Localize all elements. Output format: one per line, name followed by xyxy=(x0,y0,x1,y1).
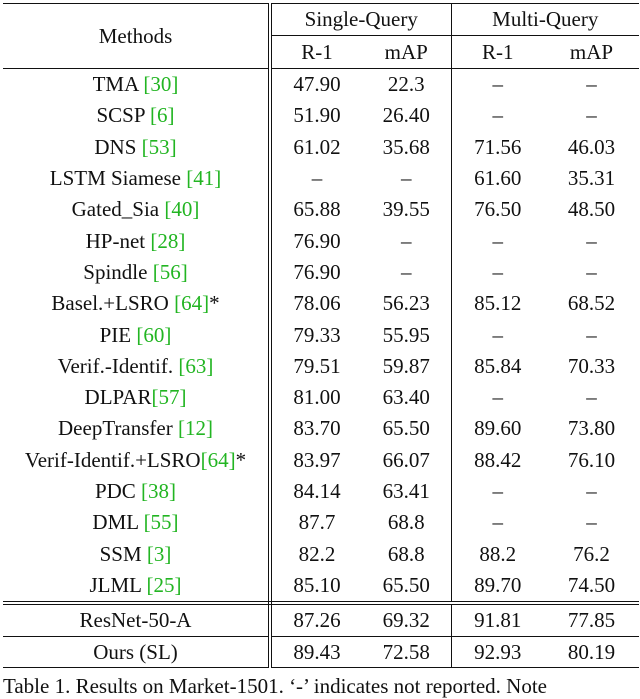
method-name: Spindle xyxy=(83,259,153,284)
resnet-sq-map-cell: 69.32 xyxy=(362,603,451,637)
table-row xyxy=(3,257,639,288)
table-row xyxy=(3,163,639,194)
method-name: HP-net xyxy=(85,228,151,253)
method-name: Verif.-Identif. xyxy=(57,353,179,378)
sq-map-cell: – xyxy=(362,257,451,288)
method-name: DNS xyxy=(94,134,142,159)
method-name-cell xyxy=(3,163,270,194)
mq-r1-cell: 89.70 xyxy=(451,570,544,603)
method-name: SSM xyxy=(99,541,147,566)
method-name: TMA xyxy=(92,72,144,97)
table-row xyxy=(3,69,639,101)
sq-map-cell: 22.3 xyxy=(362,69,451,101)
citation-link[interactable]: [3] xyxy=(146,541,172,566)
table-row xyxy=(3,194,639,225)
mq-map-cell: 35.31 xyxy=(567,166,616,191)
citation-link[interactable]: [25] xyxy=(146,572,182,597)
results-table xyxy=(3,3,639,668)
method-name: PDC xyxy=(94,479,142,503)
mq-map-cell: – xyxy=(586,103,597,128)
citation-link[interactable]: [64] xyxy=(174,291,210,316)
table-row xyxy=(3,382,639,413)
method-name: PIE xyxy=(99,322,137,347)
method-name-cell xyxy=(3,351,270,382)
mq-map-cell: 76.10 xyxy=(567,447,616,472)
mq-map-cell: 46.03 xyxy=(567,134,616,159)
mq-r1-cell: 85.84 xyxy=(474,353,522,378)
ours-sq-map-cell: 72.58 xyxy=(362,637,451,668)
header-row-1 xyxy=(3,4,639,36)
resnet-row xyxy=(3,603,639,637)
method-name-cell xyxy=(3,225,270,256)
citation-link[interactable]: [64] xyxy=(200,447,236,472)
method-name-cell xyxy=(3,257,270,288)
table-row xyxy=(3,445,639,476)
citation-link[interactable]: [38] xyxy=(141,479,177,503)
table-row xyxy=(3,351,639,382)
mq-map-cell: 73.80 xyxy=(567,416,616,441)
sq-r1-cell: 76.90 xyxy=(293,259,341,284)
citation-link[interactable]: [6] xyxy=(150,103,175,128)
sq-map-cell: 63.41 xyxy=(362,476,451,507)
sq-map-cell: 59.87 xyxy=(362,351,451,382)
sq-r1-cell: – xyxy=(311,166,323,191)
sq-r1-cell: 83.97 xyxy=(293,447,341,472)
sq-r1-cell: 84.14 xyxy=(293,479,341,503)
sq-map-header: mAP xyxy=(362,36,451,69)
mq-map-cell: 76.2 xyxy=(573,541,610,566)
mq-r1-cell: – xyxy=(492,510,503,535)
ours-sq-r1-cell: 89.43 xyxy=(270,637,362,668)
sq-map-cell: 65.50 xyxy=(362,570,451,603)
method-name: Verif-Identif.+LSRO xyxy=(24,447,201,472)
mq-map-cell: – xyxy=(586,259,597,284)
mq-map-cell: – xyxy=(586,385,597,410)
sq-map-cell: 26.40 xyxy=(362,100,451,131)
method-name-cell xyxy=(3,100,270,131)
mq-map-cell: 74.50 xyxy=(544,570,639,603)
citation-link[interactable]: [40] xyxy=(164,197,200,222)
resnet-sq-r1-cell: 87.26 xyxy=(270,603,362,637)
table-row xyxy=(3,507,639,538)
resnet-mq-r1-cell: 91.81 xyxy=(451,603,544,637)
mq-r1-cell: 61.60 xyxy=(474,166,522,191)
method-name: SCSP xyxy=(96,103,150,128)
sq-map-cell: 63.40 xyxy=(362,382,451,413)
table-caption: Table 1. Results on Market-1501. ‘-’ indicates not reported. Note xyxy=(3,674,547,698)
sq-r1-cell: 61.02 xyxy=(293,134,341,159)
mq-r1-cell: 88.2 xyxy=(479,541,517,566)
results-body xyxy=(3,69,639,668)
method-name-cell xyxy=(3,413,270,444)
sq-r1-cell: 83.70 xyxy=(293,416,341,441)
sq-r1-cell: 47.90 xyxy=(293,72,341,97)
mq-map-cell: – xyxy=(586,322,597,347)
sq-r1-cell: 81.00 xyxy=(293,385,341,410)
mq-r1-cell: 71.56 xyxy=(474,134,522,159)
method-name: LSTM Siamese xyxy=(49,166,187,191)
citation-link[interactable]: [56] xyxy=(152,259,188,284)
multi-query-header: Multi-Query xyxy=(451,4,639,36)
method-name-cell xyxy=(3,538,270,569)
mq-r1-cell: 88.42 xyxy=(474,447,522,472)
sq-r1-cell: 76.90 xyxy=(293,228,341,253)
citation-link[interactable]: [60] xyxy=(136,322,172,347)
method-name-cell xyxy=(3,319,270,350)
method-name: DML xyxy=(92,510,144,535)
method-name-cell xyxy=(3,570,270,603)
table-row xyxy=(3,476,639,507)
method-name-cell xyxy=(3,445,270,476)
mq-map-cell: – xyxy=(586,72,597,97)
citation-link[interactable]: [63] xyxy=(178,353,214,378)
method-name-cell xyxy=(3,69,270,101)
sq-map-cell: 66.07 xyxy=(362,445,451,476)
method-name-cell xyxy=(3,382,270,413)
method-suffix: * xyxy=(235,447,247,472)
sq-map-cell: – xyxy=(362,163,451,194)
mq-r1-cell: – xyxy=(492,322,503,347)
citation-link[interactable]: [57] xyxy=(151,385,187,410)
sq-r1-cell: 82.2 xyxy=(298,541,336,566)
table-row xyxy=(3,319,639,350)
mq-r1-cell: – xyxy=(492,72,503,97)
table-row xyxy=(3,132,639,163)
sq-r1-cell: 65.88 xyxy=(293,197,341,222)
mq-r1-cell: 89.60 xyxy=(474,416,522,441)
mq-map-cell: – xyxy=(586,228,597,253)
mq-r1-cell: – xyxy=(492,103,503,128)
mq-map-cell: 70.33 xyxy=(567,353,616,378)
ours-row xyxy=(3,637,639,668)
ours-mq-r1-cell: 92.93 xyxy=(451,637,544,668)
method-name-cell xyxy=(3,288,270,319)
mq-map-cell: – xyxy=(586,479,597,503)
sq-map-cell: 56.23 xyxy=(362,288,451,319)
sq-r1-header: R-1 xyxy=(270,36,362,69)
citation-link[interactable]: [12] xyxy=(177,416,213,441)
table-row xyxy=(3,288,639,319)
sq-r1-cell: 78.06 xyxy=(293,291,341,316)
sq-map-cell: 35.68 xyxy=(362,132,451,163)
citation-link[interactable]: [53] xyxy=(141,134,177,159)
method-name: JLML xyxy=(89,572,147,597)
method-name: Gated_Sia xyxy=(71,197,165,222)
mq-map-cell: 68.52 xyxy=(567,291,616,316)
mq-r1-cell: 76.50 xyxy=(474,197,522,222)
resnet-mq-map-cell: 77.85 xyxy=(544,603,639,637)
sq-r1-cell: 85.10 xyxy=(270,570,362,603)
sq-r1-cell: 79.51 xyxy=(293,353,341,378)
sq-r1-cell: 87.7 xyxy=(298,510,336,535)
mq-r1-cell: – xyxy=(492,479,503,503)
methods-header: Methods xyxy=(3,4,270,69)
sq-r1-cell: 51.90 xyxy=(293,103,341,128)
mq-map-cell: 48.50 xyxy=(567,197,616,222)
citation-link[interactable]: [55] xyxy=(143,510,179,535)
method-name: Basel.+LSRO xyxy=(51,291,175,316)
method-name-cell xyxy=(3,194,270,225)
table-row xyxy=(3,570,639,603)
sq-map-cell: 39.55 xyxy=(362,194,451,225)
mq-r1-header: R-1 xyxy=(451,36,544,69)
sq-map-cell: – xyxy=(362,225,451,256)
citation-link[interactable]: [28] xyxy=(150,228,186,253)
mq-r1-cell: 85.12 xyxy=(474,291,522,316)
ours-mq-map-cell: 80.19 xyxy=(544,637,639,668)
mq-r1-cell: – xyxy=(492,385,503,410)
method-name-cell xyxy=(3,476,270,507)
mq-r1-cell: – xyxy=(492,259,503,284)
citation-link[interactable]: [41] xyxy=(186,166,222,191)
table-row xyxy=(3,538,639,569)
method-name: DeepTransfer xyxy=(58,416,178,441)
citation-link[interactable]: [30] xyxy=(143,72,179,97)
method-name-cell xyxy=(3,507,270,538)
table-row xyxy=(3,225,639,256)
mq-r1-cell: – xyxy=(492,228,503,253)
single-query-header: Single-Query xyxy=(270,4,451,36)
mq-map-header: mAP xyxy=(544,36,639,69)
sq-r1-cell: 79.33 xyxy=(293,322,341,347)
sq-map-cell: 65.50 xyxy=(362,413,451,444)
table-row xyxy=(3,413,639,444)
table-row xyxy=(3,100,639,131)
method-name: DLPAR xyxy=(84,385,152,410)
sq-map-cell: 68.8 xyxy=(362,538,451,569)
sq-map-cell: 68.8 xyxy=(362,507,451,538)
method-suffix: * xyxy=(209,291,220,316)
ours-name-cell: Ours (SL) xyxy=(3,637,270,668)
resnet-name-cell: ResNet-50-A xyxy=(3,603,270,637)
mq-map-cell: – xyxy=(586,510,597,535)
method-name-cell xyxy=(3,132,270,163)
sq-map-cell: 55.95 xyxy=(362,319,451,350)
